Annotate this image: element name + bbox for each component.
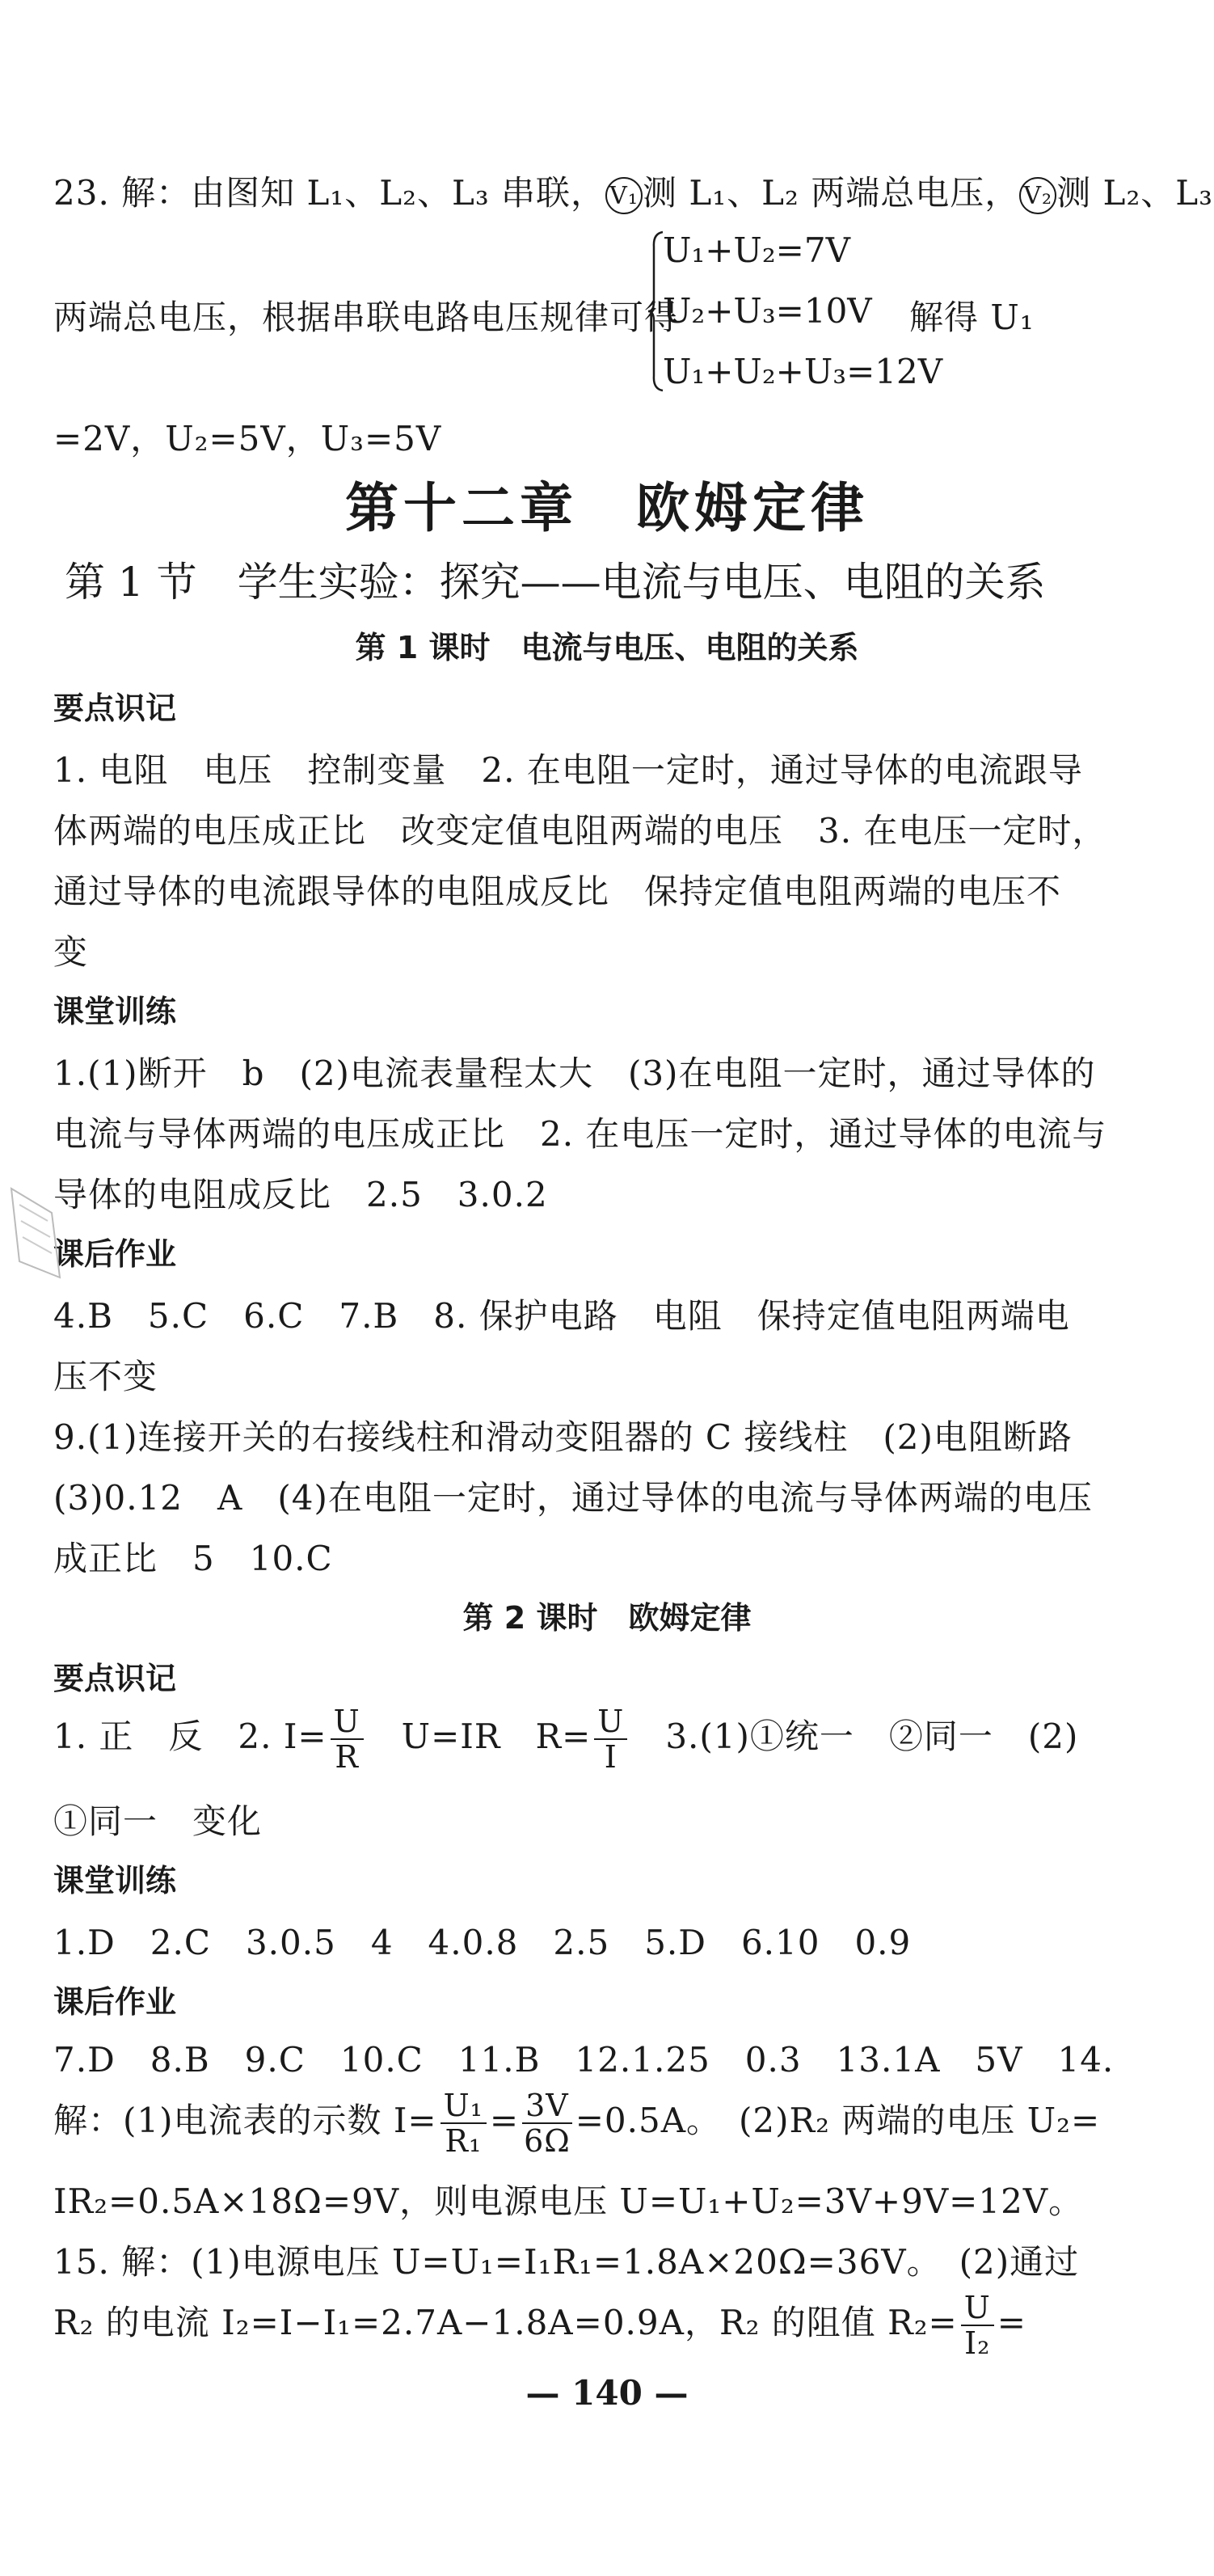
text-line: (3)0.12 A (4)在电阻一定时，通过导体的电流与导体两端的电压 <box>53 1478 1093 1518</box>
lesson2-title: 第 2 课时 欧姆定律 <box>462 1600 752 1636</box>
lesson1-title: 第 1 课时 电流与电压、电阻的关系 <box>355 630 859 665</box>
section-heading: 要点识记 <box>53 1661 177 1696</box>
brace-icon <box>647 230 664 392</box>
q23-text-a: 23. 解：由图知 L₁、L₂、L₃ 串联， <box>53 173 606 213</box>
numerator: U <box>961 2292 994 2326</box>
chapter-title: 第十二章 欧姆定律 <box>345 477 869 539</box>
denominator: R₁ <box>445 2123 483 2159</box>
voltmeter-v1-icon: V₁ <box>605 177 643 214</box>
margin-stamp-icon <box>3 1180 84 1302</box>
node-title: 第 1 节 学生实验：探究——电流与电压、电阻的关系 <box>65 559 1046 606</box>
denominator: R <box>335 1739 359 1775</box>
text-line: IR₂=0.5A×18Ω=9V，则电源电压 U=U₁+U₂=3V+9V=12V。 <box>53 2181 1084 2221</box>
voltmeter-v2-icon: V₂ <box>1019 177 1056 214</box>
text-span: 解：(1)电流表的示数 I= <box>53 2101 437 2140</box>
numerator: U₁ <box>440 2090 487 2124</box>
equation-2: U₂+U₃=10V <box>663 291 872 331</box>
lesson2-hw-line2 <box>53 2088 1101 2159</box>
equation-3: U₁+U₂+U₃=12V <box>663 352 943 391</box>
text-line: 1.D 2.C 3.0.5 4 4.0.8 2.5 5.D 6.10 0.9 <box>53 1923 912 1962</box>
numerator: U <box>594 1706 627 1740</box>
denominator: I₂ <box>964 2325 991 2361</box>
text-line: 1.(1)断开 b (2)电流表量程太大 (3)在电阻一定时，通过导体的 <box>53 1054 1096 1093</box>
text-span: U=IR R= <box>366 1717 592 1756</box>
page-number: — 140 — <box>525 2373 689 2413</box>
text-span: = <box>489 2101 520 2140</box>
section-heading: 课后作业 <box>53 1236 177 1272</box>
section-heading: 课堂训练 <box>53 994 177 1029</box>
text-line: 体两端的电压成正比 改变定值电阻两端的电压 3. 在电压一定时， <box>53 811 1107 851</box>
numerator: U <box>331 1706 364 1740</box>
q23-solve-label: 解得 U₁ <box>909 298 1035 337</box>
text-span: =0.5A。 (2)R₂ 两端的电压 U₂= <box>575 2101 1101 2140</box>
text-line: 9.(1)连接开关的右接线柱和滑动变阻器的 C 接线柱 (2)电阻断路 <box>53 1417 1073 1457</box>
q23-line1 <box>53 167 1214 215</box>
text-line: 变 <box>53 932 89 972</box>
text-line: 导体的电阻成反比 2.5 3.0.2 <box>53 1175 548 1214</box>
text-line: 1. 电阻 电压 控制变量 2. 在电阻一定时，通过导体的电流跟导 <box>53 750 1083 790</box>
text-span: = <box>997 2303 1026 2342</box>
text-span: R₂ 的电流 I₂=I−I₁=2.7A−1.8A=0.9A，R₂ 的阻值 R₂= <box>53 2303 958 2342</box>
lesson2-line1 <box>53 1704 1079 1775</box>
lesson2-hw-line5 <box>53 2292 1056 2359</box>
equation-1: U₁+U₂=7V <box>663 230 850 270</box>
fraction-u-over-i2 <box>961 2292 994 2359</box>
section-heading: 课后作业 <box>53 1984 177 2020</box>
text-line: ①同一 变化 <box>53 1801 263 1841</box>
numerator: 3V <box>522 2090 572 2124</box>
section-heading: 课堂训练 <box>53 1863 177 1898</box>
fraction-3v-over-6ohm <box>522 2088 572 2159</box>
q23-line2: 两端总电压，根据串联电路电压规律可得 <box>53 298 680 337</box>
text-line: 4.B 5.C 6.C 7.B 8. 保护电路 电阻 保持定值电阻两端电 <box>53 1296 1070 1336</box>
text-line: 通过导体的电流跟导体的电阻成反比 保持定值电阻两端的电压不 <box>53 872 1062 911</box>
q23-line3: =2V，U₂=5V，U₃=5V <box>53 419 442 458</box>
text-line: 7.D 8.B 9.C 10.C 11.B 12.1.25 0.3 13.1A 5V 14. <box>53 2040 1115 2080</box>
text-line: 成正比 5 10.C <box>53 1539 333 1578</box>
text-span: 3.(1)①统一 ②同一 (2) <box>630 1717 1079 1756</box>
q23-text-b: 测 L₁、L₂ 两端总电压， <box>643 173 1020 213</box>
text-span: 1. 正 反 2. I= <box>53 1717 327 1756</box>
fraction-u1-over-r1 <box>440 2088 487 2159</box>
denominator: I <box>604 1739 618 1775</box>
q23-text-c: 测 L₂、L₃ <box>1056 173 1214 213</box>
fraction-u-over-i <box>594 1704 627 1775</box>
denominator: 6Ω <box>524 2123 571 2159</box>
text-line: 15. 解：(1)电源电压 U=U₁=I₁R₁=1.8A×20Ω=36V。 (2)通过 <box>53 2242 1080 2282</box>
section-heading: 要点识记 <box>53 690 177 726</box>
fraction-u-over-r <box>331 1704 364 1775</box>
text-line: 压不变 <box>53 1357 158 1396</box>
text-line: 电流与导体两端的电压成正比 2. 在电压一定时，通过导体的电流与 <box>53 1114 1107 1154</box>
